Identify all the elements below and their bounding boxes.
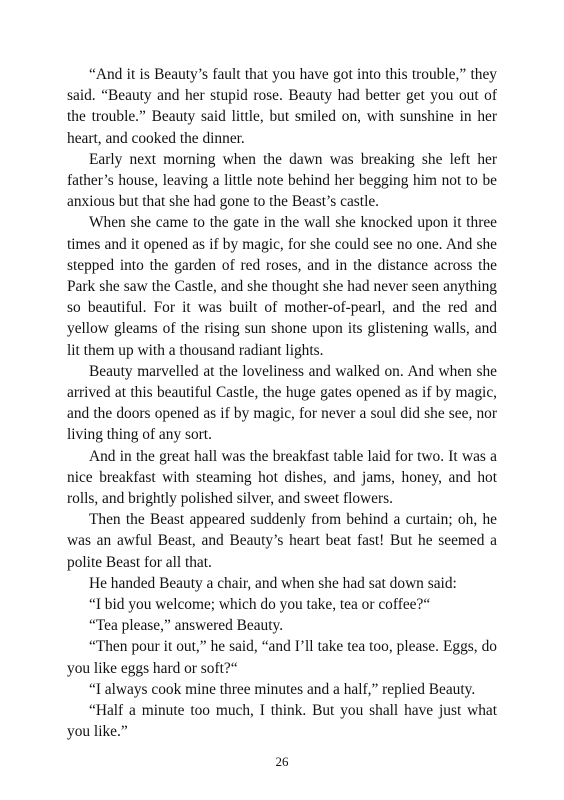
paragraph: “Then pour it out,” he said, “and I’ll take tea too, please. Eggs, do you like eggs hard or soft?“ <box>67 638 497 677</box>
paragraph: “And it is Beauty’s fault that you have got into this trouble,” they said. “Beauty and her stupid rose. Beauty had better get you out of the trouble.” Beauty said little, but smiled on, with sunshine in her heart, and cooked the dinner. <box>67 66 497 147</box>
paragraph: When she came to the gate in the wall she knocked upon it three times and it opened as if by magic, for she could see no one. And she stepped into the garden of red roses, and in the distance across the Park she saw the Castle, and she thought she had never seen anything so beautiful. For it was built of mother-of-pearl, and the red and yellow gleams of the rising sun shone upon its glistening walls, and lit them up with a thousand radiant lights. <box>67 214 497 359</box>
paragraph: Then the Beast appeared suddenly from behind a curtain; oh, he was an awful Beast, and Beauty’s heart beat fast! But he seemed a polite Beast for all that. <box>67 511 497 571</box>
paragraph: And in the great hall was the breakfast table laid for two. It was a nice breakfast with steaming hot dishes, and jams, honey, and hot rolls, and brightly polished silver, and sweet flowers. <box>67 447 497 508</box>
paragraph: “Half a minute too much, I think. But you shall have just what you like.” <box>67 702 497 741</box>
paragraph: Early next morning when the dawn was breaking she left her father’s house, leaving a little note behind her begging him not to be anxious but that she had gone to the Beast’s castle. <box>67 150 497 211</box>
page-number: 26 <box>275 754 289 769</box>
body-text <box>67 64 497 743</box>
paragraph: He handed Beauty a chair, and when she had sat down said: <box>89 574 457 592</box>
paragraph: “I bid you welcome; which do you take, tea or coffee?“ <box>89 596 431 614</box>
paragraph: Beauty marvelled at the loveliness and walked on. And when she arrived at this beautiful Castle, the huge gates opened as if by magic, and the doors opened as if by magic, for never a soul did she see, nor living thing of any sort. <box>67 362 497 444</box>
paragraph: “Tea please,” answered Beauty. <box>89 617 284 635</box>
paragraph: “I always cook mine three minutes and a half,” replied Beauty. <box>89 680 476 698</box>
